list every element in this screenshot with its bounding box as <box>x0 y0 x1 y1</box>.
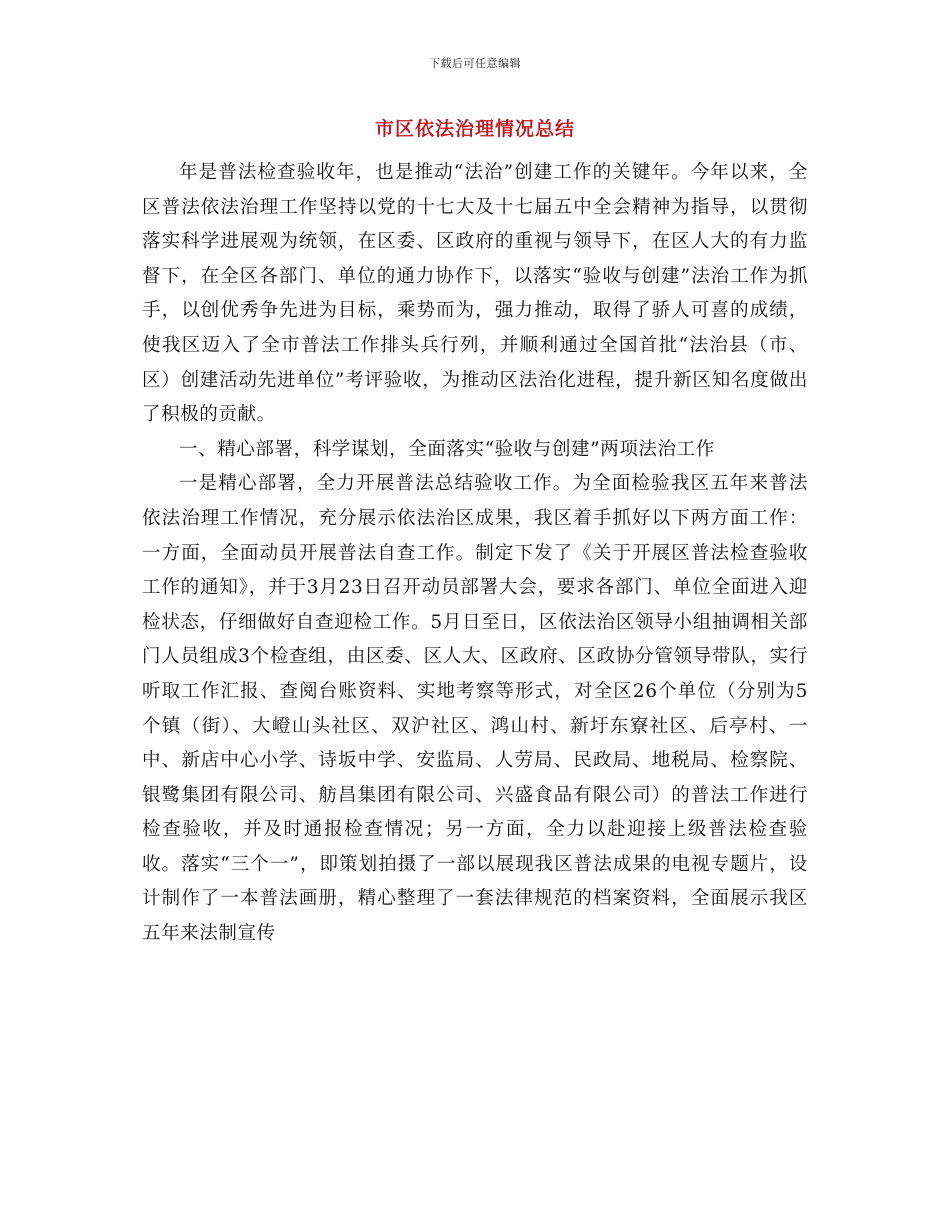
paragraph-intro: 年是普法检查验收年，也是推动“法治”创建工作的关键年。今年以来，全区普法依法治理工作坚持以党的十七大及十七届五中全会精神为指导，以贯彻落实科学进展观为统领，在区委、区政府的重视与领导下，在区人大的有力监督下，在全区各部门、单位的通力协作下，以落实“验收与创建”法治工作为抓手，以创优秀争先进为目标，乘势而为，强力推动，取得了骄人可喜的成绩，使我区迈入了全市普法工作排头兵行列，并顺利通过全国首批“法治县（市、区）创建活动先进单位”考评验收，为推动区法治化进程，提升新区知名度做出了积极的贡献。 <box>142 162 808 426</box>
section-heading-1: 一、精心部署，科学谋划，全面落实“验收与创建”两项法治工作 <box>179 438 715 460</box>
document-title: 市区依法治理情况总结 <box>374 118 575 140</box>
download-note: 下载后可任意编辑 <box>429 57 521 70</box>
paragraph-first-point: 一是精心部署，全力开展普法总结验收工作。为全面检验我区五年来普法依法治理工作情况，充分展示依法治区成果，我区着手抓好以下两方面工作：一方面，全面动员开展普法自查工作。制定下发了《关于开展区普法检查验收工作的通知》，并于3月23日召开动员部署大会，要求各部门、单位全面进入迎检状态，仔细做好自查迎检工作。5月日至日，区依法治区领导小组抽调相关部门人员组成3个检查组，由区委、区人大、区政府、区政协分管领导带队，实行听取工作汇报、查阅台账资料、实地考察等形式，对全区26个单位（分别为5个镇（街）、大嶝山头社区、双沪社区、鸿山村、新圩东寮社区、后亭村、一中、新店中心小学、诗坂中学、安监局、人劳局、民政局、地税局、检察院、银鹭集团有限公司、舫昌集团有限公司、兴盛食品有限公司）的普法工作进行检查验收，并及时通报检查情况；另一方面，全力以赴迎接上级普法检查验收。落实“三个一”，即策划拍摄了一部以展现我区普法成果的电视专题片，设计制作了一本普法画册，精心整理了一套法律规范的档案资料，全面展示我区五年来法制宣传 <box>142 473 808 945</box>
document-body <box>142 156 808 952</box>
